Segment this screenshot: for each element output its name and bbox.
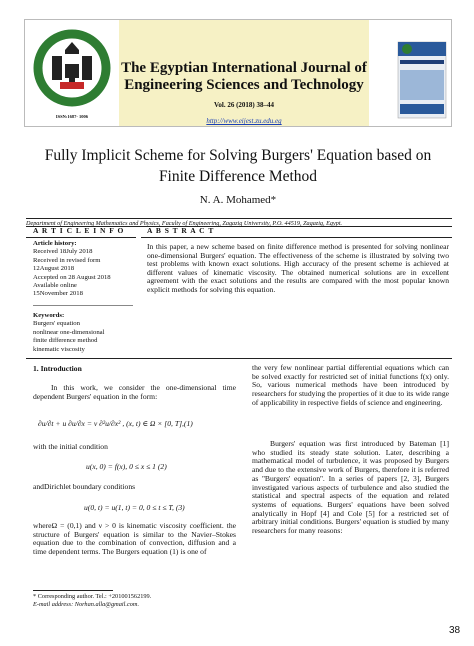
footnote-divider [33, 590, 113, 591]
journal-info [119, 20, 369, 126]
keyword-item: finite difference method [33, 337, 98, 345]
keywords [33, 312, 133, 354]
equation-3: u(0, t) = u(1, t) = 0, 0 ≤ t ≤ T, (3) [84, 503, 185, 512]
history-item: 15November 2018 [33, 290, 83, 298]
paragraph: andDirichlet boundary conditions [33, 482, 136, 491]
keyword-item: Burgers' equation [33, 320, 80, 328]
paragraph: whereΩ = (0,1) and ν > 0 is kinematic viscosity coefficient. the structure of Burgers' equation is similar to the Navier–Stokes equation due to the combination of convection, diffusion and a time dependent terms. The Burgers equation (1) is one of [33, 521, 236, 557]
author-name: N. A. Mohamed* [199, 194, 277, 206]
article-info-heading: A R T I C L E I N F O [33, 226, 125, 235]
journal-title [119, 60, 369, 94]
paper-title-line1: Fully Implicit Scheme for Solving Burgers' Equation based on [44, 147, 432, 164]
equation-1: ∂u/∂t + u ∂u/∂x = ν ∂²u/∂x² , (x, t) ∈ Ω × [0, T],(1) [38, 419, 193, 428]
divider [26, 237, 136, 238]
keyword-item: nonlinear one-dimensional [33, 328, 105, 336]
divider [26, 358, 452, 359]
page-number: 38 [449, 625, 461, 636]
footnote-email: E-mail address: Norhan.alla@gmail.com. [33, 601, 140, 608]
divider [141, 237, 452, 238]
journal-cover-image-icon [369, 20, 451, 126]
history-item: 12August 2018 [33, 265, 75, 273]
divider [33, 305, 133, 306]
affiliation: Department of Engineering Mathematics and Physics, Faculty of Engineering, Zagazig University, P.O. 44519, Zagazig, Egypt. [26, 220, 343, 227]
keywords-label: Keywords: [33, 312, 65, 319]
history-item: Received in revised form [33, 256, 101, 264]
journal-title-line1: The Egyptian International Journal of [121, 60, 367, 76]
journal-url-link[interactable]: http://www.eijest.zu.edu.eg [206, 117, 282, 125]
history-item: Available online [33, 282, 77, 290]
footnote [33, 593, 233, 609]
equation-2: u(x, 0) = f(x), 0 ≤ x ≤ 1 (2) [86, 462, 167, 471]
journal-logo [25, 20, 120, 126]
footnote-line: * Corresponding author. Tel.: +201001562199. [33, 593, 152, 600]
eijest-logo-icon [25, 20, 119, 112]
intro-paragraph: In this work, we consider the one-dimensional time dependent Burgers' equation in the form: [33, 383, 236, 401]
history-item: Received 18July 2018 [33, 248, 93, 256]
history-item: Accepted on 28 August 2018 [33, 273, 111, 281]
section-heading: 1. Introduction [33, 364, 82, 373]
divider [26, 218, 452, 219]
article-history [33, 240, 133, 299]
journal-cover [369, 20, 451, 126]
paragraph: with the initial condition [33, 442, 108, 451]
paragraph: Burgers' equation was first introduced by Bateman [1] who studied its steady state solution. Later, describing a mathematical model of turbulence, it was proposed by Burgers and due to the extensive work of Burgers, therefore it is referred as ''Burgers' equation''. In a series of papers [2, 3], Burgers investigated various aspects of turbulence and also studied the statistical and spectral aspects of the equation and related systems of equations. Burgers' equations have been solved analytically in Hopf [4] and Cole [5] for a restricted set of arbitrary initial conditions. Burgers' equation is studied by many researchers for many reasons: [252, 439, 449, 536]
issn: ISSN:1687- 1006 [55, 114, 89, 119]
paper-title [24, 145, 452, 187]
history-label: Article history: [33, 240, 77, 247]
abstract-heading: A B S T R A C T [147, 226, 215, 235]
keyword-item: kinematic viscosity [33, 345, 85, 353]
journal-volume: Vol. 26 (2018) 38–44 [213, 101, 275, 109]
journal-header [24, 19, 452, 127]
paper-title-line2: Finite Difference Method [158, 168, 318, 185]
journal-title-line2: Engineering Sciences and Technology [124, 77, 364, 93]
paragraph: the very few nonlinear partial differential equations which can be solved exactly for restricted set of initial functions f(x) only. So, various numerical methods have been introduced by researchers for studying the properties of it due to its wide range of applicability in respective fields of science and engineering. [252, 363, 449, 407]
abstract-text: In this paper, a new scheme based on finite difference method is presented for solving nonlinear one-dimensional Burgers' equation. The effectiveness of the scheme is illustrated by solving two test problems with known exact solutions. High accuracy of the present scheme is achieved at different values of kinematic viscosity. The obtained numerical solutions are in excellent agreement with the exact solutions and the results are compared with the most popular known explicit methods for solving this equation. [147, 242, 449, 294]
